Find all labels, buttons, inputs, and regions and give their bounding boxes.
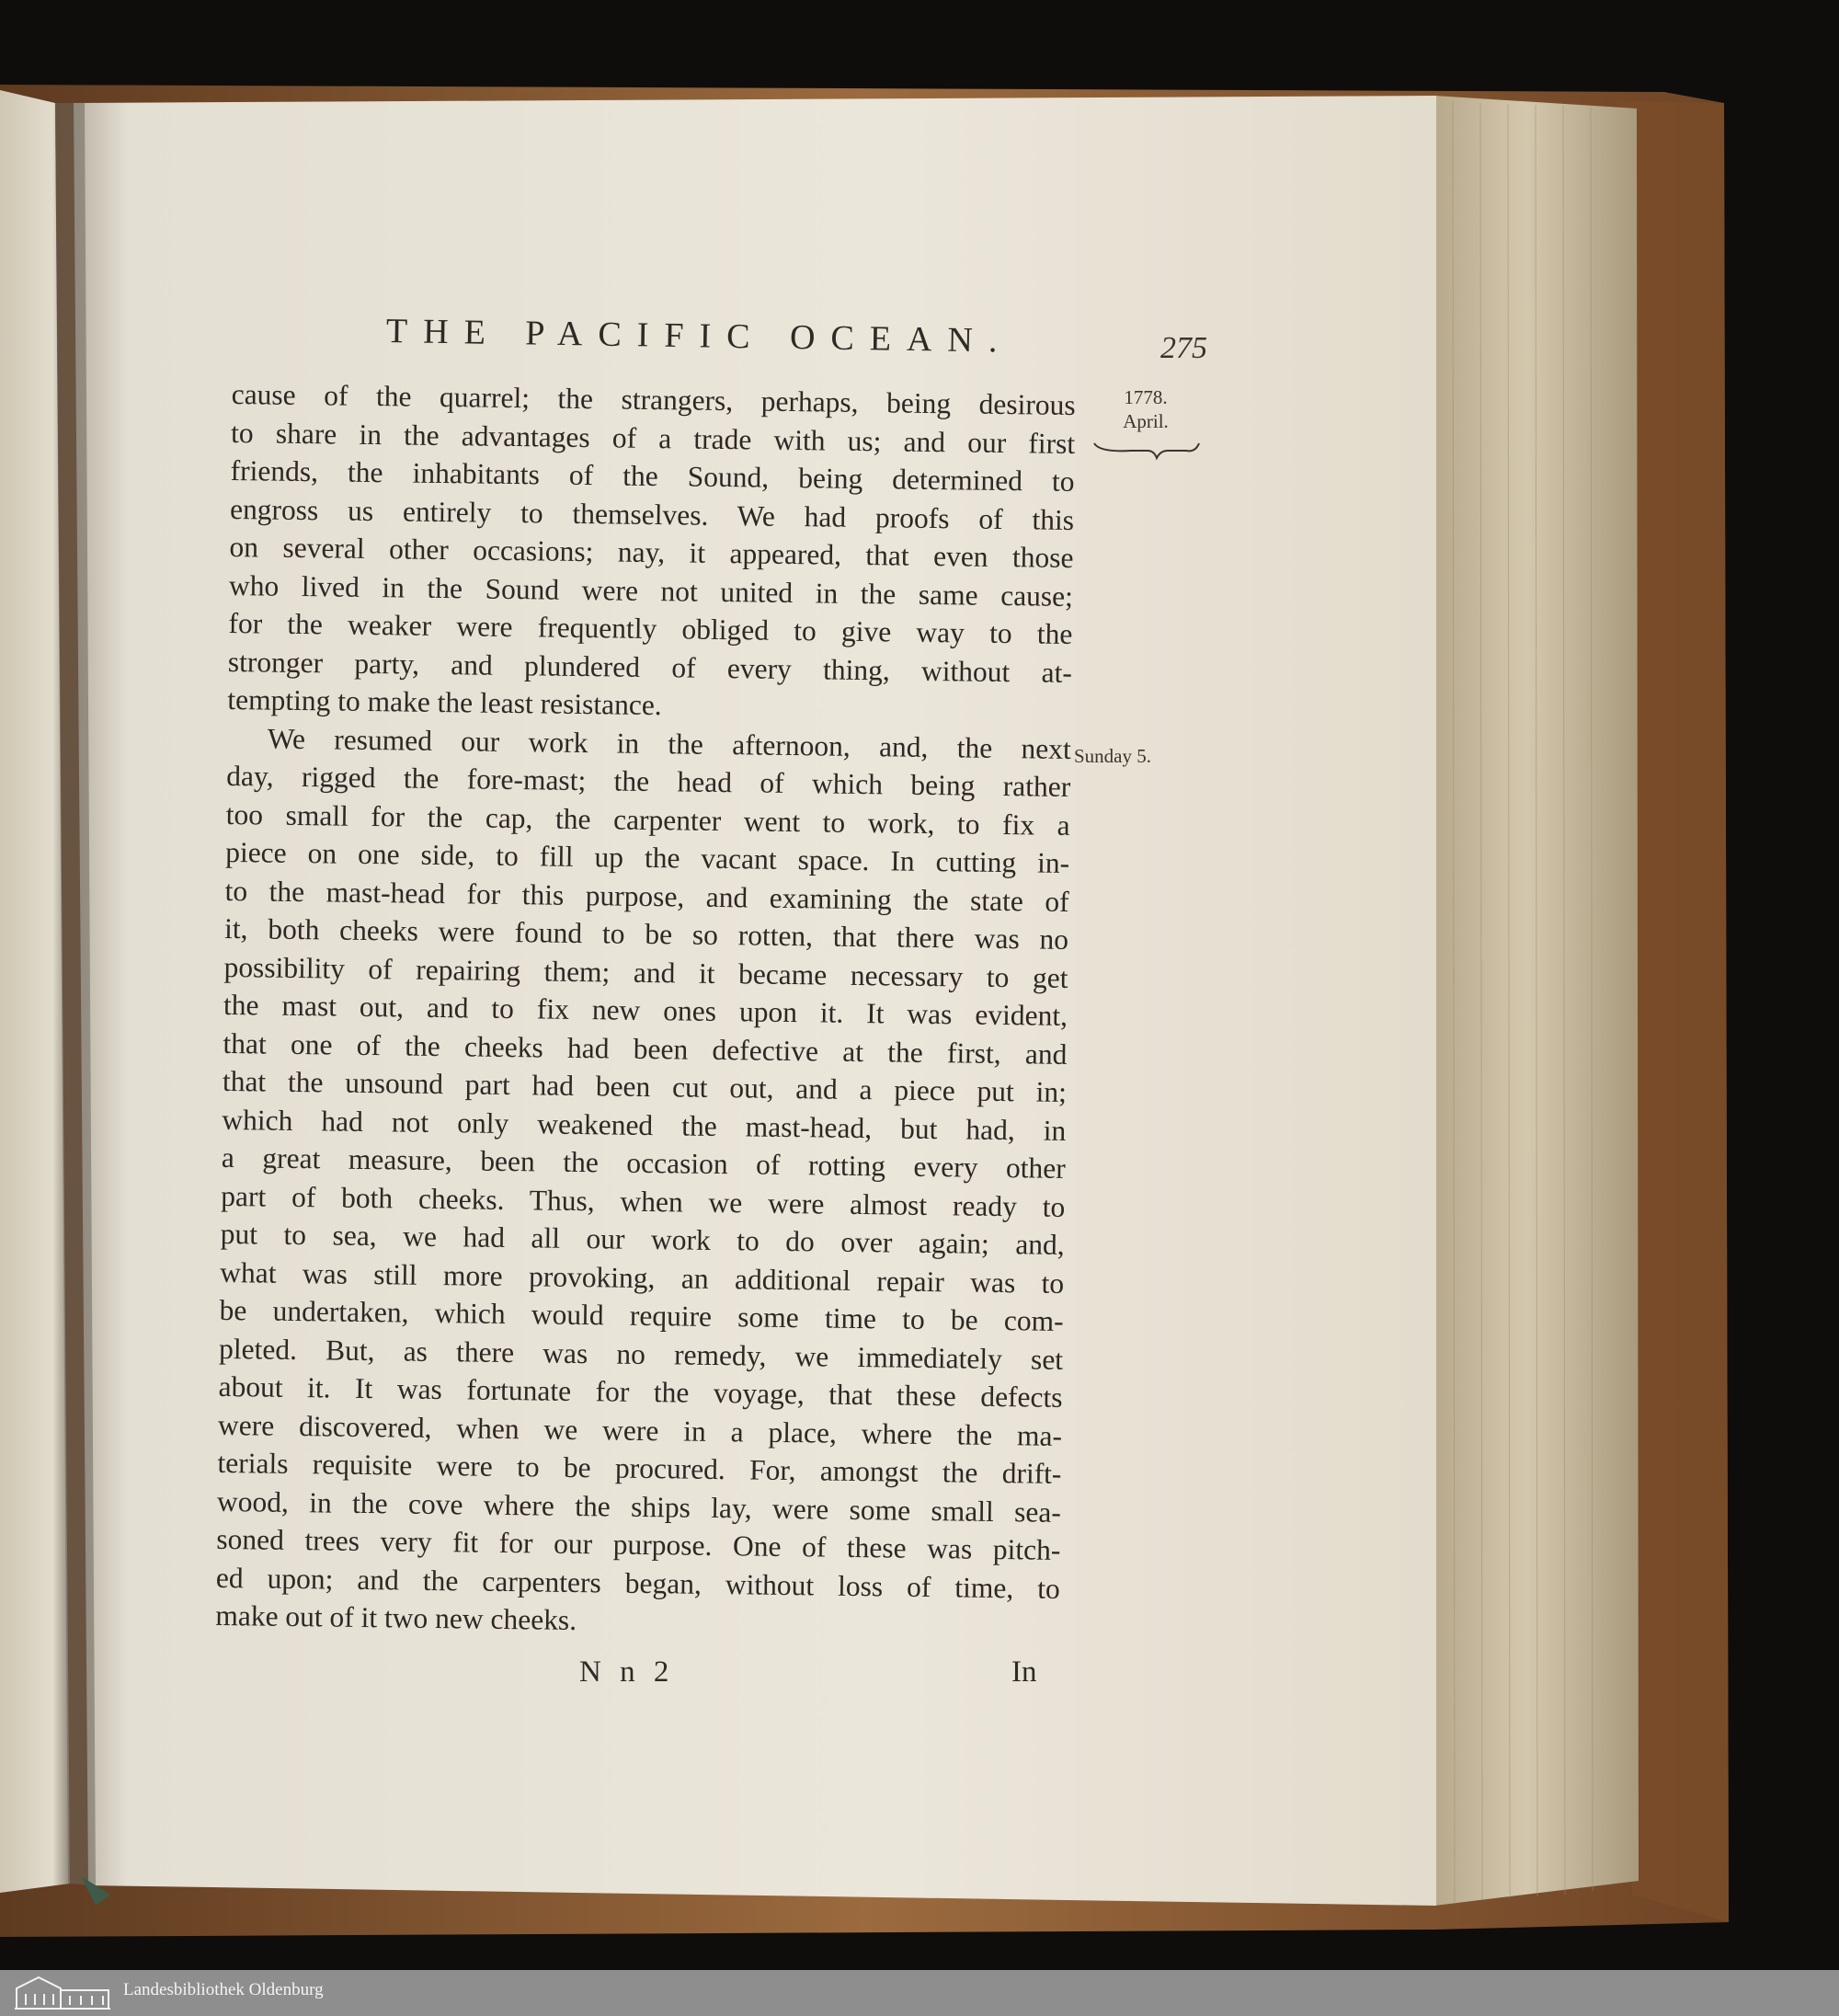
text-line: stronger party, and plundered of every thing, without at- bbox=[227, 645, 1073, 689]
margin-year: 1778. bbox=[1124, 386, 1168, 408]
text-line: too small for the cap, the carpenter went to work, to fix a bbox=[225, 797, 1070, 842]
text-line: what was still more provoking, an additional repair was to bbox=[220, 1255, 1065, 1300]
margin-month: April. bbox=[1123, 410, 1169, 432]
text-line: put to sea, we had all our work to do over again; and, bbox=[220, 1217, 1065, 1261]
text-line: about it. It was fortunate for the voyage, that these defects bbox=[218, 1369, 1063, 1414]
text-line: who lived in the Sound were not united in the same cause; bbox=[228, 568, 1074, 613]
text-line: terials requisite were to be procured. For, amongst the drift- bbox=[217, 1446, 1062, 1490]
library-credit: Landesbibliothek Oldenburg bbox=[123, 1980, 324, 1999]
margin-day: Sunday 5. bbox=[1074, 745, 1151, 767]
text-line: that the unsound part had been cut out, and a piece put in; bbox=[222, 1064, 1068, 1108]
text-line: ed upon; and the carpenters began, without loss of time, to bbox=[215, 1561, 1061, 1605]
text-line: soned trees very fit for our purpose. One of these was pitch- bbox=[216, 1522, 1061, 1566]
text-line: We resumed our work in the afternoon, and, the next bbox=[267, 722, 1071, 765]
text-line: piece on one side, to fill up the vacant space. In cutting in- bbox=[224, 835, 1070, 879]
text-line: pleted. But, as there was no remedy, we immediately set bbox=[218, 1332, 1064, 1376]
text-line: make out of it two new cheeks. bbox=[215, 1598, 577, 1637]
running-head: THE PACIFIC OCEAN. bbox=[385, 312, 1013, 361]
text-line: to share in the advantages of a trade with us; and our first bbox=[230, 416, 1076, 460]
signature-mark: N n 2 bbox=[579, 1655, 675, 1689]
text-line: which had not only weakened the mast-head, but had, in bbox=[222, 1103, 1067, 1147]
text-line: cause of the quarrel; the strangers, perhaps, being desirous bbox=[231, 377, 1076, 422]
body-text bbox=[215, 375, 1076, 1645]
text-line: wood, in the cove where the ships lay, were some small sea- bbox=[216, 1484, 1062, 1529]
text-line: to the mast-head for this purpose, and examining the state of bbox=[224, 874, 1069, 918]
text-line: on several other occasions; nay, it appeared, that even those bbox=[229, 530, 1074, 574]
text-line: part of both cheeks. Thus, when we were almost ready to bbox=[221, 1179, 1066, 1223]
text-line: a great measure, been the occasion of rotting every other bbox=[221, 1140, 1067, 1185]
text-line: the mast out, and to fix new ones upon it. It was evident, bbox=[223, 988, 1068, 1032]
text-line: were discovered, when we were in a place, where the ma- bbox=[217, 1408, 1063, 1452]
text-line: possibility of repairing them; and it became necessary to get bbox=[223, 950, 1068, 994]
text-line: be undertaken, which would require some time to be com- bbox=[219, 1293, 1064, 1337]
text-line: day, rigged the fore-mast; the head of which being rather bbox=[226, 759, 1071, 803]
text-line: for the weaker were frequently obliged to give way to the bbox=[228, 606, 1073, 650]
text-line: engross us entirely to themselves. We had proofs of this bbox=[229, 492, 1075, 536]
text-line: that one of the cheeks had been defective at the first, and bbox=[223, 1026, 1068, 1071]
text-line: it, both cheeks were found to be so rotten, that there was no bbox=[223, 911, 1069, 956]
catchword: In bbox=[1011, 1655, 1037, 1689]
text-line: tempting to make the least resistance. bbox=[227, 682, 662, 722]
text-line: friends, the inhabitants of the Sound, being determined to bbox=[230, 453, 1075, 498]
library-logo-icon bbox=[13, 1974, 114, 2012]
page-number: 275 bbox=[1160, 331, 1207, 365]
